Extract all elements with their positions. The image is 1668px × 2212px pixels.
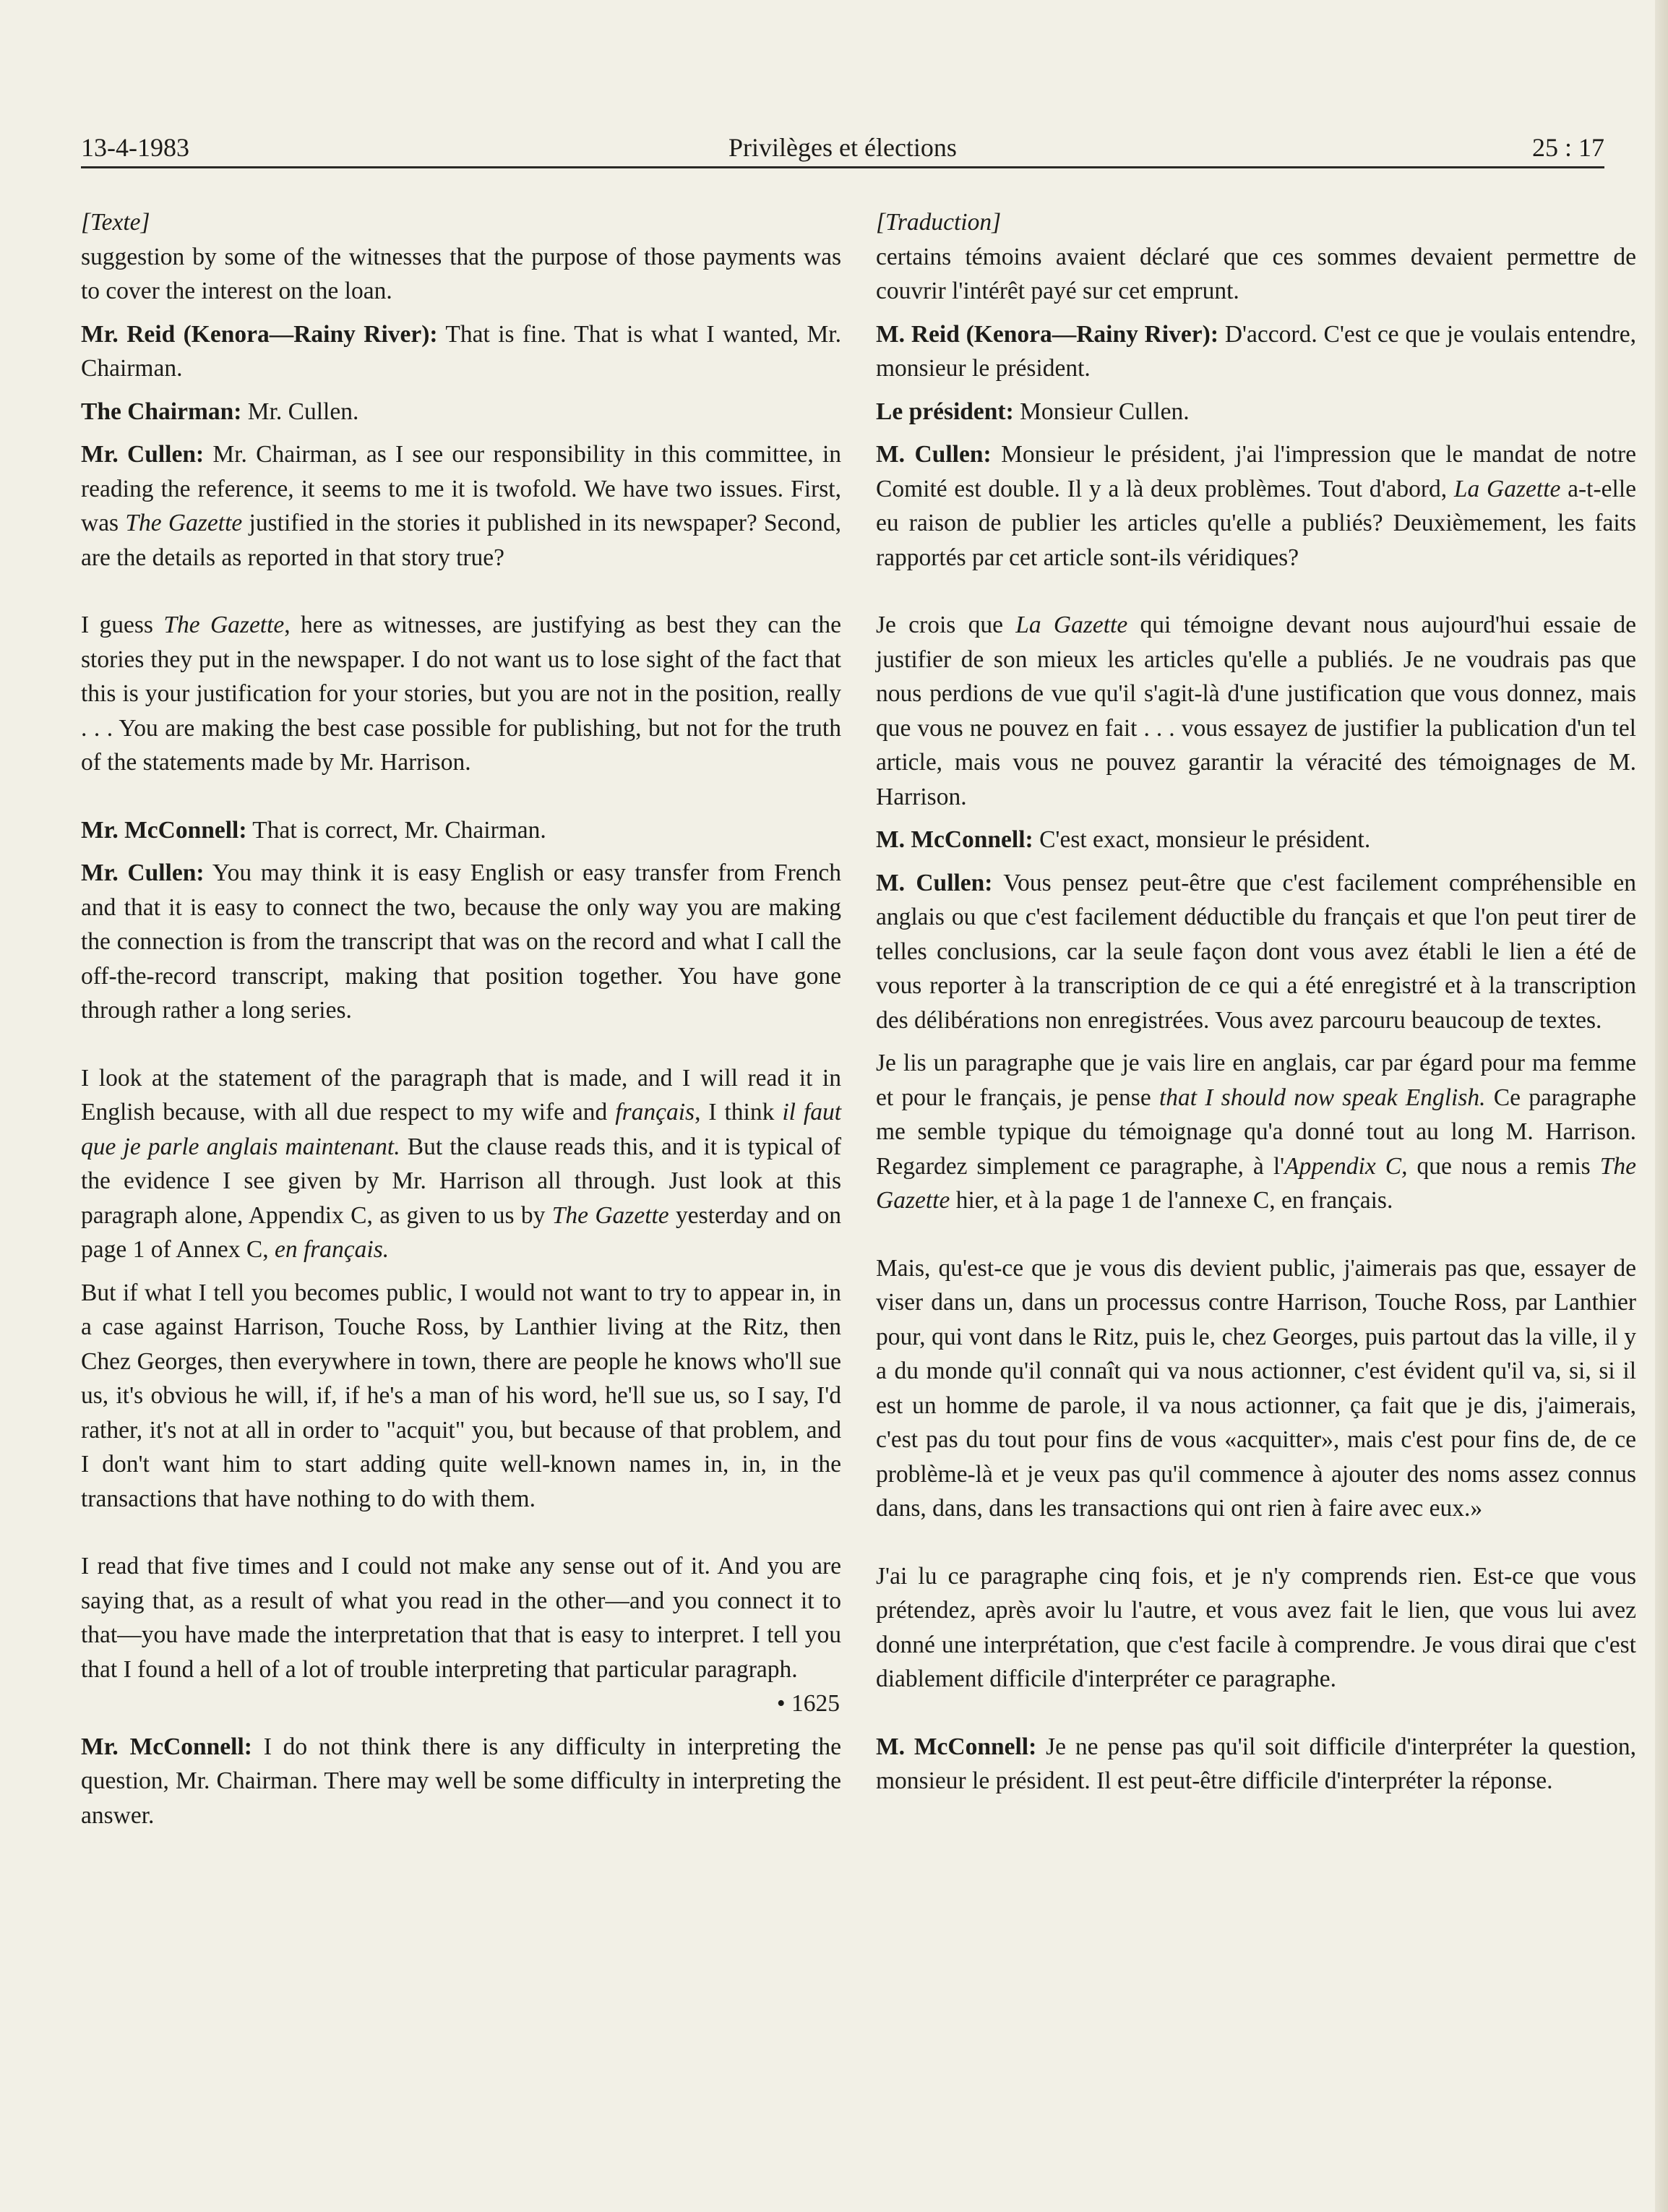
- speaker-name: Mr. Cullen:: [81, 859, 205, 886]
- speaker-name: The Chairman:: [81, 398, 242, 425]
- speech-text: Vous pensez peut-être que c'est facilement compréhensible en anglais ou que c'est facilement déductible du français et que l'on peut tirer de telles conclusions, car la seule façon dont vous avez établi le lien a été de vous reporter à la transcription de ce qui a été enregistré et à la transcription des délibérations non enregistrées. Vous avez parcouru beaucoup de textes.: [876, 869, 1636, 1034]
- speech-text: D'accord. C'est ce que je voulais entendre, monsieur le président.: [876, 320, 1636, 382]
- speaker-name: Le président:: [876, 398, 1014, 425]
- section-label: [Traduction]: [876, 209, 1002, 236]
- italic-text: The Gazette: [163, 612, 285, 638]
- speech-text: I guess: [81, 612, 164, 638]
- speaker-name: M. Cullen:: [876, 869, 993, 896]
- paragraph: [876, 317, 1636, 386]
- paragraph: [876, 1730, 1636, 1799]
- page-edge: [1655, 0, 1668, 2212]
- time-marker: • 1625: [776, 1690, 840, 1717]
- paragraph: [81, 813, 841, 848]
- paragraph: [81, 856, 841, 1028]
- paragraph: certains témoins avaient déclaré que ces sommes devaient permettre de couvrir l'intérêt payé sur cet emprunt.: [876, 243, 1636, 304]
- speech-text: Mr. Cullen.: [241, 398, 359, 425]
- paragraph: J'ai lu ce paragraphe cinq fois, et je n'y comprends rien. Est-ce que vous prétendez, après avoir lu l'autre, et vous avez fait le lien, que vous lui avez donné une interprétation, que c'est facile à comprendre. Je vous dirai que c'est diablement difficile d'interpréter ce paragraphe.: [876, 1562, 1636, 1692]
- speech-text: Je lis un paragraphe que je vais lire en anglais, car par égard pour ma femme et pour le français, je pense: [876, 1050, 1636, 1111]
- french-column: [876, 205, 1636, 1799]
- italic-text: The Gazette: [125, 510, 243, 536]
- italic-text: français: [615, 1099, 695, 1126]
- paragraph: But if what I tell you becomes public, I would not want to try to appear in, in a case against Harrison, Touche Ross, by Lanthier living at the Ritz, then Chez Georges, then everywhere in town, there are people he knows who'll sue us, it's obvious he will, if, if he's a man of his word, he'll sue us, so I say, I'd rather, it's not at all in order to "acquit" you, but because of that problem, and I don't want him to start adding quite well-known names in, in, in the transactions that have nothing to do with them.: [81, 1279, 841, 1512]
- speech-text: I do not think there is any difficulty in interpreting the question, Mr. Chairman. There may well be some difficulty in interpreting the answer.: [81, 1733, 841, 1829]
- speech-text: That is correct, Mr. Chairman.: [246, 816, 546, 844]
- paragraph: [876, 866, 1636, 1038]
- paragraph: [876, 1046, 1636, 1218]
- paragraph: [81, 317, 841, 386]
- header-page-number: 25 : 17: [1531, 133, 1604, 162]
- italic-text: La Gazette: [1453, 475, 1561, 502]
- italic-text: La Gazette: [1015, 612, 1128, 638]
- header-date: 13-4-1983: [81, 133, 189, 162]
- paragraph: Mais, qu'est-ce que je vous dis devient public, j'aimerais pas que, essayer de viser dans un, dans un processus contre Harrison, Touche Ross, par Lanthier pour, qui vont dans le Ritz, puis le, chez Georges, puis partout das la ville, il y a du monde qu'il connaît qui va nous actionner, c'est évident qu'il va, si, si il est un homme de parole, il va nous actionner, ça fait que je dis, j'aimerais, c'est pas du tout pour fins de vous «acquitter», mais c'est pour fins de, de ce problème-là et je veux pas qu'il commence à ajouter des noms assez connus dans, dans, dans les transactions qui ont rien à faire avec eux.»: [876, 1254, 1636, 1522]
- speaker-name: Mr. McConnell:: [81, 1733, 252, 1760]
- paragraph: [81, 437, 841, 575]
- speaker-name: M. McConnell:: [876, 826, 1033, 853]
- speaker-name: Mr. Cullen:: [81, 441, 205, 468]
- speech-text: That is fine. That is what I wanted, Mr. Chairman.: [81, 320, 841, 382]
- english-column: [81, 205, 841, 1832]
- speech-text: Monsieur Cullen.: [1013, 398, 1190, 425]
- speaker-name: Mr. Reid (Kenora—Rainy River):: [81, 320, 438, 348]
- paragraph: [876, 395, 1636, 429]
- header-title: Privilèges et élections: [728, 133, 957, 162]
- speech-text: a-t-elle eu raison de publier les articles qu'elle a publiés? Deuxièmement, les faits rapportés par cet article sont-ils véridiques?: [876, 475, 1636, 571]
- speech-text: Je ne pense pas qu'il soit difficile d'interpréter la question, monsieur le président. Il est peut-être difficile d'interpréter la réponse.: [876, 1733, 1636, 1794]
- italic-text: The Gazette: [551, 1201, 669, 1229]
- speech-text: , here as witnesses, are justifying as best they can the stories they put in the newspaper. I do not want us to lose sight of the fact that this is your justification for your stories, but you are not in the position, really . . . You are making the best case possible for publishing, but not for the truth of the statements made by Mr. Harrison.: [81, 612, 841, 776]
- speech-text: Mr. Chairman, as I see our responsibility in this committee, in reading the reference, it seems to me it is twofold. We have two issues. First, was: [81, 441, 841, 536]
- paragraph: [876, 823, 1636, 857]
- italic-text: Appendix C,: [1284, 1152, 1408, 1180]
- section-label: [Texte]: [81, 209, 150, 236]
- paragraph: suggestion by some of the witnesses that the purpose of those payments was to cover the interest on the loan.: [81, 243, 841, 304]
- speech-text: Ce paragraphe me semble typique du témoignage qu'a donné tout au long M. Harrison. Regardez simplement ce paragraphe, à l': [876, 1084, 1636, 1180]
- paragraph: [876, 608, 1636, 814]
- speech-text: que nous a remis: [1407, 1152, 1600, 1180]
- paragraph: [81, 608, 841, 780]
- speech-text: But the clause reads this, and it is typical of the evidence I see given by Mr. Harrison all through. Just look at this paragraph alone, Appendix C, as given to us by: [81, 1133, 841, 1229]
- speech-text: Je crois que: [876, 612, 1016, 638]
- speaker-name: M. Reid (Kenora—Rainy River):: [876, 320, 1218, 348]
- italic-text: en français.: [274, 1236, 390, 1263]
- italic-text: The Gazette: [876, 1152, 1636, 1214]
- speech-text: Monsieur le président, j'ai l'impression que le mandat de notre Comité est double. Il y a là deux problèmes. Tout d'abord,: [876, 441, 1636, 502]
- paragraph: [81, 1730, 841, 1833]
- speech-text: , I think: [695, 1099, 783, 1126]
- speech-text: I look at the statement of the paragraph that is made, and I will read it in English because, with all due respect to my wife and: [81, 1064, 841, 1126]
- paragraph: [876, 437, 1636, 575]
- speech-text: qui témoigne devant nous aujourd'hui essaie de justifier de son mieux les articles qu'elle a publiés. Je ne voudrais pas que nous perdions de vue qu'il s'agit-là d'une justification que vous donnez, mais que vous ne pouvez en fait . . . vous essayez de justifier la publication d'un tel article, mais vous ne pouvez garantir la véracité des témoignages de M. Harrison.: [876, 612, 1636, 810]
- paragraph: I read that five times and I could not make any sense out of it. And you are saying that, as a result of what you read in the other—and you connect it to that—you have made the interpretation that that is easy to interpret. I tell you that I found a hell of a lot of trouble interpreting that particular paragraph.: [81, 1553, 841, 1683]
- paragraph: [81, 395, 841, 429]
- speech-text: justified in the stories it published in its newspaper? Second, are the details as reported in that story true?: [81, 510, 842, 571]
- speech-text: C'est exact, monsieur le président.: [1033, 826, 1371, 853]
- speech-text: You may think it is easy English or easy transfer from French and that it is easy to connect the two, because the only way you are making the connection is from the transcript that was on the record and what I call the off-the-record transcript, making that position together. You have gone through rather a long series.: [81, 859, 841, 1024]
- speaker-name: Mr. McConnell:: [81, 816, 247, 844]
- italic-text: il faut que je parle anglais maintenant.: [81, 1099, 842, 1160]
- speaker-name: M. McConnell:: [876, 1733, 1037, 1760]
- speech-text: yesterday and on page 1 of Annex C,: [81, 1201, 841, 1263]
- speech-text: hier, et à la page 1 de l'annexe C, en français.: [950, 1187, 1393, 1214]
- running-header: [81, 132, 1604, 168]
- paragraph: [81, 1061, 841, 1267]
- speaker-name: M. Cullen:: [876, 441, 992, 468]
- italic-text: that I should now speak English.: [1158, 1084, 1486, 1111]
